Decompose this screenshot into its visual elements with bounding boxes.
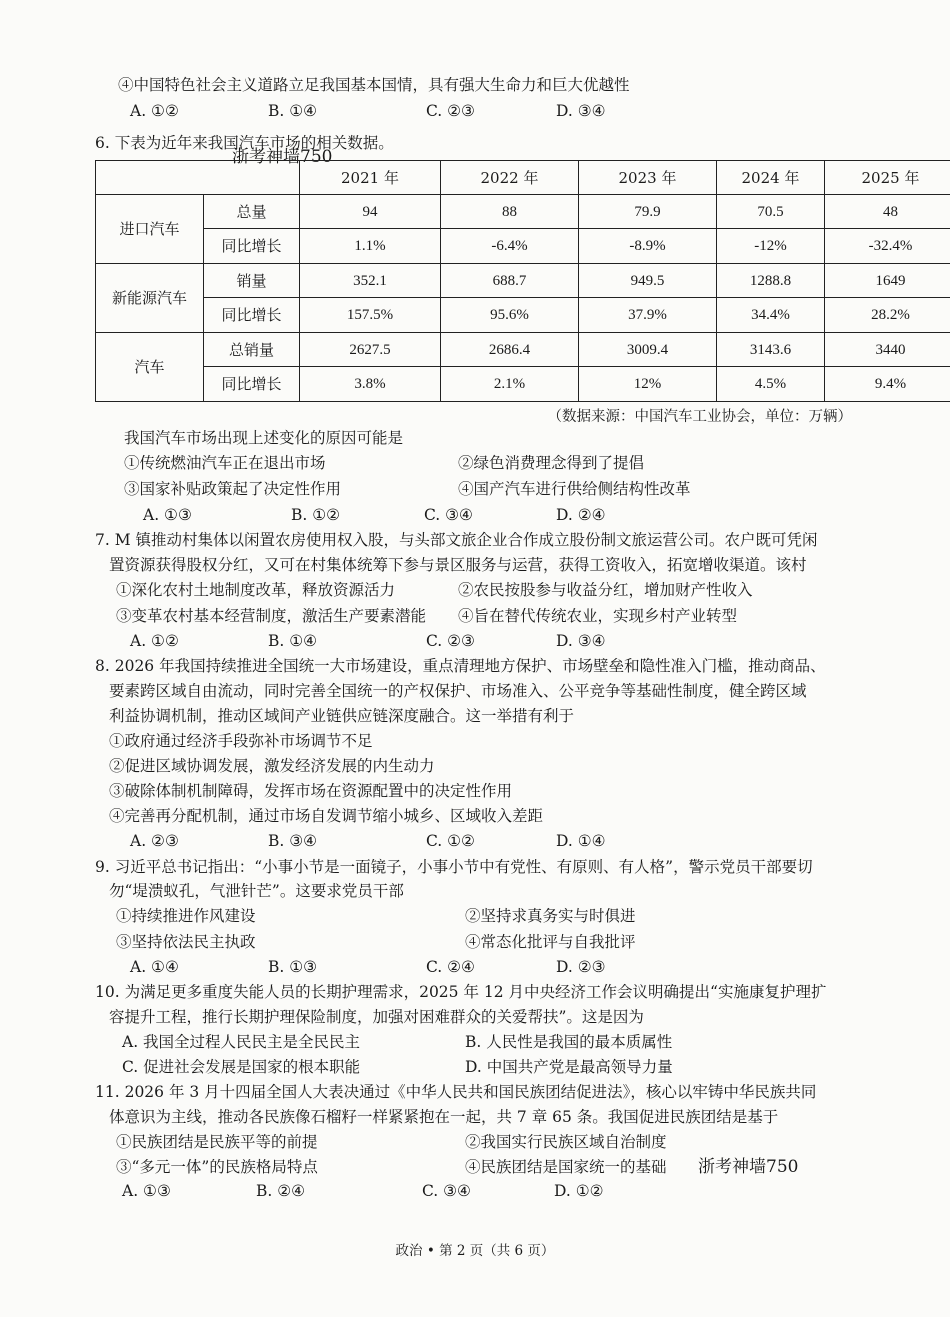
table-cell: 3440 (825, 333, 950, 367)
table-cell: 2627.5 (300, 333, 441, 367)
table-cell: 3009.4 (579, 333, 717, 367)
q8-choice-1: ①政府通过经济手段弥补市场调节不足 (109, 732, 373, 750)
table-cell: 12% (579, 367, 717, 402)
year-header: 2022 年 (441, 161, 579, 195)
q11-choice-4: ④民族团结是国家统一的基础 (465, 1158, 667, 1176)
q7-stem-line-1: 7. M 镇推动村集体以闲置农房使用权入股，与头部文旅企业合作成立股份制文旅运营公司。农户既可凭闲 (95, 531, 818, 549)
watermark-top: 浙考神墙750 (232, 147, 333, 167)
q8-stem-line-1: 8. 2026 年我国持续推进全国统一大市场建设，重点清理地方保护、市场壁垒和隐性准入门槛，推动商品、 (95, 657, 826, 675)
option-a: A. ①③ (143, 506, 192, 524)
option-b: B. ②④ (256, 1182, 306, 1200)
table-cell: 1.1% (300, 229, 441, 264)
group-label: 汽车 (96, 333, 204, 402)
q7-choice-4: ④旨在替代传统农业，实现乡村产业转型 (458, 607, 738, 625)
q9-stem-line-1: 9. 习近平总书记指出：“小事小节是一面镜子，小事小节中有党性、有原则、有人格”，警示党员干部要切 (95, 858, 813, 876)
q10-option-d: D. 中国共产党是最高领导力量 (465, 1058, 673, 1076)
q5-choice-4: ④中国特色社会主义道路立足我国基本国情，具有强大生命力和巨大优越性 (118, 76, 630, 94)
table-cell: 70.5 (717, 195, 825, 229)
table-cell: 94 (300, 195, 441, 229)
q10-option-b: B. 人民性是我国的最本质属性 (465, 1033, 673, 1051)
row-label: 同比增长 (204, 229, 300, 264)
option-c: C. ③④ (422, 1182, 471, 1200)
row-label: 同比增长 (204, 367, 300, 402)
q9-choice-3: ③坚持依法民主执政 (116, 933, 256, 951)
option-b: B. ③④ (268, 832, 318, 850)
q7-stem-line-2: 置资源获得股权分红，又可在村集体统筹下参与景区服务与运营，获得工资收入，拓宽增收渠道。该村 (109, 556, 807, 574)
table-cell: 48 (825, 195, 950, 229)
table-cell: 352.1 (300, 264, 441, 298)
table-cell: 3143.6 (717, 333, 825, 367)
page-footer: 政治 • 第 2 页（共 6 页） (395, 1243, 555, 1259)
table-cell: 9.4% (825, 367, 950, 402)
q6-choice-1: ①传统燃油汽车正在退出市场 (124, 454, 326, 472)
q6-choice-4: ④国产汽车进行供给侧结构性改革 (458, 480, 691, 498)
table-source-note: （数据来源：中国汽车工业协会，单位：万辆） (547, 409, 852, 425)
option-a: A. ①② (130, 102, 179, 120)
table-cell: 37.9% (579, 298, 717, 333)
option-b: B. ①② (291, 506, 341, 524)
option-d: D. ③④ (556, 632, 606, 650)
table-cell: 95.6% (441, 298, 579, 333)
option-c: C. ②④ (426, 958, 475, 976)
row-label: 总销量 (204, 333, 300, 367)
q10-stem-line-2: 容提升工程，推行长期护理保险制度，加强对困难群众的关爱帮扶”。这是因为 (109, 1008, 644, 1026)
option-d: D. ②③ (556, 958, 606, 976)
option-c: C. ①② (426, 832, 475, 850)
row-label: 同比增长 (204, 298, 300, 333)
option-a: A. ②③ (130, 832, 179, 850)
row-label: 销量 (204, 264, 300, 298)
q11-choice-1: ①民族团结是民族平等的前提 (116, 1133, 318, 1151)
year-header: 2025 年 (825, 161, 950, 195)
q11-choice-2: ②我国实行民族区域自治制度 (465, 1133, 667, 1151)
q10-stem-line-1: 10. 为满足更多重度失能人员的长期护理需求，2025 年 12 月中央经济工作会议明确提出“实施康复护理扩 (95, 983, 827, 1001)
q11-choice-3: ③“多元一体”的民族格局特点 (116, 1158, 318, 1176)
option-a: A. ①③ (122, 1182, 171, 1200)
q11-stem-line-2: 体意识为主线，推动各民族像石榴籽一样紧紧抱在一起，共 7 章 65 条。我国促进民族团结是基于 (109, 1108, 779, 1126)
table-cell: 2.1% (441, 367, 579, 402)
q8-choice-2: ②促进区域协调发展，激发经济发展的内生动力 (109, 757, 435, 775)
q10-option-c: C. 促进社会发展是国家的根本职能 (122, 1058, 361, 1076)
table-cell: -8.9% (579, 229, 717, 264)
q9-choice-1: ①持续推进作风建设 (116, 907, 256, 925)
option-b: B. ①④ (268, 102, 318, 120)
option-c: C. ③④ (424, 506, 473, 524)
option-b: B. ①③ (268, 958, 318, 976)
table-cell: 3.8% (300, 367, 441, 402)
table-cell: 28.2% (825, 298, 950, 333)
option-a: A. ①② (130, 632, 179, 650)
table-cell: 688.7 (441, 264, 579, 298)
table-cell: 949.5 (579, 264, 717, 298)
option-b: B. ①④ (268, 632, 318, 650)
q6-stem: 6. 下表为近年来我国汽车市场的相关数据。 (95, 134, 394, 152)
q10-option-a: A. 我国全过程人民民主是全民民主 (122, 1033, 361, 1051)
table-cell: -32.4% (825, 229, 950, 264)
option-c: C. ②③ (426, 102, 475, 120)
table-cell: 2686.4 (441, 333, 579, 367)
q7-choice-2: ②农民按股参与收益分红，增加财产性收入 (458, 581, 753, 599)
table-cell: 88 (441, 195, 579, 229)
q6-question: 我国汽车市场出现上述变化的原因可能是 (124, 429, 404, 447)
q9-stem-line-2: 勿“堤溃蚁孔，气泄针芒”。这要求党员干部 (109, 882, 404, 900)
option-d: D. ③④ (556, 102, 606, 120)
option-c: C. ②③ (426, 632, 475, 650)
group-label: 进口汽车 (96, 195, 204, 264)
year-header: 2023 年 (579, 161, 717, 195)
option-a: A. ①④ (130, 958, 179, 976)
q8-stem-line-2: 要素跨区域自由流动，同时完善全国统一的产权保护、市场准入、公平竞争等基础性制度，健全跨区域 (109, 682, 807, 700)
q11-stem-line-1: 11. 2026 年 3 月十四届全国人大表决通过《中华人民共和国民族团结促进法》，核心以牢铸中华民族共同 (95, 1083, 817, 1101)
q9-choice-2: ②坚持求真务实与时俱进 (465, 907, 636, 925)
table-cell: -12% (717, 229, 825, 264)
table-cell: 4.5% (717, 367, 825, 402)
q7-choice-3: ③变革农村基本经营制度，激活生产要素潜能 (116, 607, 427, 625)
watermark-bottom: 浙考神墙750 (698, 1157, 799, 1177)
option-d: D. ①④ (556, 832, 606, 850)
q8-choice-4: ④完善再分配机制，通过市场自发调节缩小城乡、区域收入差距 (109, 807, 544, 825)
table-cell: 1288.8 (717, 264, 825, 298)
q8-choice-3: ③破除体制机制障碍，发挥市场在资源配置中的决定性作用 (109, 782, 513, 800)
table-cell: 34.4% (717, 298, 825, 333)
option-d: D. ①② (554, 1182, 604, 1200)
year-header: 2021 年 (300, 161, 441, 195)
row-label: 总量 (204, 195, 300, 229)
car-market-table (95, 160, 950, 402)
corner-cell (96, 161, 300, 195)
table-cell: 79.9 (579, 195, 717, 229)
year-header: 2024 年 (717, 161, 825, 195)
table-cell: 1649 (825, 264, 950, 298)
table-cell: -6.4% (441, 229, 579, 264)
q6-choice-3: ③国家补贴政策起了决定性作用 (124, 480, 342, 498)
option-d: D. ②④ (556, 506, 606, 524)
table-cell: 157.5% (300, 298, 441, 333)
q8-stem-line-3: 利益协调机制，推动区域间产业链供应链深度融合。这一举措有利于 (109, 707, 575, 725)
group-label: 新能源汽车 (96, 264, 204, 333)
q6-choice-2: ②绿色消费理念得到了提倡 (458, 454, 645, 472)
q7-choice-1: ①深化农村土地制度改革，释放资源活力 (116, 581, 396, 599)
q9-choice-4: ④常态化批评与自我批评 (465, 933, 636, 951)
